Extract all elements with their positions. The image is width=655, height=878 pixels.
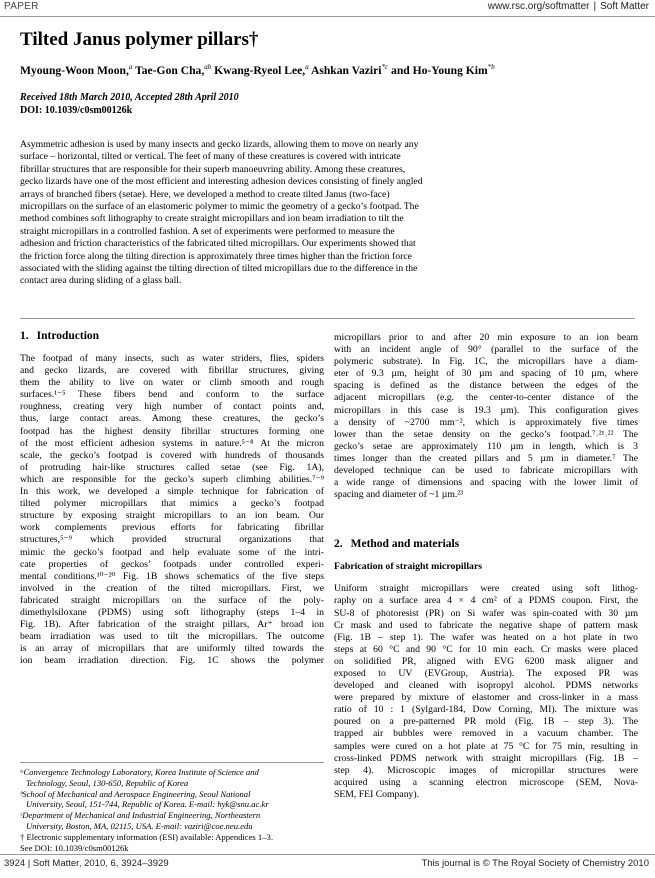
text-line: footpad has the highest density fibrillar structures forming one bbox=[20, 425, 324, 437]
footnote-line: ᵇSchool of Mechanical and Aerospace Engineering, Seoul National bbox=[20, 788, 251, 799]
author-affiliation-mark: *c bbox=[381, 63, 389, 71]
text-line: straight micropillars in a controlled fashion. A set of experiments were performed to measure the bbox=[20, 225, 395, 237]
footnotes bbox=[20, 767, 324, 853]
text-line: micropillars prior to and after 20 min exposure to an ion beam bbox=[334, 332, 638, 343]
text-line: adjacent micropillars (e.g. the center-to-center distance of the bbox=[334, 392, 638, 404]
text-line: associated with the sliding against the tilting direction of tilted micropillars due to the difference in the bbox=[20, 263, 418, 275]
text-line: the friction force along the tilting direction is approximately three times higher than the friction force bbox=[20, 250, 412, 262]
text-line: spacing and diameter of ~1 µm.²³ bbox=[334, 489, 464, 501]
methods-text bbox=[334, 583, 638, 801]
footer-divider bbox=[0, 854, 655, 855]
text-line: Uniform straight micropillars were created using soft lithog- bbox=[334, 583, 638, 595]
text-line: SU-8 of photoresist (PR) on Si wafer was spin-coated with 30 µm bbox=[334, 607, 638, 619]
footnote-line: † Electronic supplementary information (ESI) available: Appendices 1–3. bbox=[20, 831, 273, 842]
text-line: developed and cleaned with isopropyl alcohol. PDMS networks bbox=[334, 680, 638, 692]
journal-name: Soft Matter bbox=[600, 1, 649, 12]
text-line: fibrillar structures that are responsible for their superb manoeuvring ability. Among these creatures, bbox=[20, 163, 406, 175]
text-line: surface – horizontal, tilted or vertical. The feet of many of these creatures is covered with intricate bbox=[20, 151, 401, 163]
author-name: Ashkan Vaziri bbox=[310, 63, 382, 77]
text-line: samples were cured on a hot plate at 75 °C for 75 min, resulting in bbox=[334, 740, 638, 752]
running-header bbox=[0, 0, 655, 17]
footnote-divider bbox=[20, 762, 324, 763]
section-number: 1. bbox=[20, 330, 29, 342]
journal-info: www.rsc.org/softmatter | Soft Matter bbox=[487, 1, 649, 12]
text-line: micropillars in this case is 19.3 µm). This configuration gives bbox=[334, 404, 638, 416]
text-line: contact area during sliding of a glass ball. bbox=[20, 275, 182, 287]
footnote-line: University, Seoul, 151-744, Republic of Korea. E-mail: hyk@snu.ac.kr bbox=[26, 799, 269, 810]
article-title: Tilted Janus polymer pillars† bbox=[20, 29, 259, 50]
text-line: cate properties of geckos’ footpads under controlled experi- bbox=[20, 558, 324, 570]
text-line: scale, the gecko’s footpad is covered with hundreds of thousands bbox=[20, 449, 324, 461]
author-name: and Ho-Young Kim bbox=[391, 63, 488, 77]
author-list bbox=[20, 63, 495, 77]
introduction-continued bbox=[334, 332, 638, 501]
article-doi: DOI: 10.1039/c0sm00126k bbox=[20, 105, 133, 116]
text-line: Asymmetric adhesion is used by many insects and gecko lizards, allowing them to move on nearly any bbox=[20, 139, 419, 150]
text-line: SEM, FEI Company). bbox=[334, 788, 420, 800]
text-line: polymeric substrate). In Fig. 1C, the micropillars have a diam- bbox=[334, 356, 638, 368]
text-line: of protruding hair-like structures called setae (see Fig. 1A), bbox=[20, 461, 324, 473]
text-line: beam irradiation was used to tilt the micropillars. The outcome bbox=[20, 631, 324, 643]
right-column bbox=[334, 332, 638, 801]
text-line: adhesion and friction characteristics of the fabricated tilted micropillars. Our experiments showed that bbox=[20, 238, 416, 250]
text-line: Cr mask and used to fabricate the negative shape of pattern mask bbox=[334, 619, 638, 631]
text-line: developed technique can be used to fabricate micropillars with bbox=[334, 465, 638, 477]
abstract-divider bbox=[20, 318, 635, 319]
text-line: and gecko lizards, are covered with fibrillar structures, giving bbox=[20, 365, 324, 377]
text-line: is an array of micropillars that are uniformly tilted towards the bbox=[20, 643, 324, 655]
journal-url[interactable]: www.rsc.org/softmatter bbox=[487, 1, 590, 12]
text-line: lower than the setae density on the gecko’s footpad.⁷˒²¹˒²² The bbox=[334, 428, 638, 440]
author-affiliation-mark: a bbox=[128, 63, 133, 71]
text-line: surfaces.¹⁻⁵ These fibers bend and conform to the surface bbox=[20, 389, 324, 401]
section-heading-introduction bbox=[20, 330, 324, 342]
author-name: Kwang-Ryeol Lee, bbox=[214, 63, 306, 77]
author-affiliation-mark: *b bbox=[487, 63, 495, 71]
section-label: PAPER bbox=[4, 1, 39, 12]
footnote-line: ᶜDepartment of Mechanical and Industrial Engineering, Northeastern bbox=[20, 810, 261, 821]
text-line: were prepared by mixture of elastomer and cross-linker in a mass bbox=[334, 692, 638, 704]
text-line: trapped air bubbles were removed in a vacuum chamber. The bbox=[334, 728, 638, 740]
page-citation: 3924 | Soft Matter, 2010, 6, 3924–3929 bbox=[4, 858, 169, 869]
text-line: them the ability to live on water or climb smooth and rough bbox=[20, 377, 324, 389]
text-line: (Fig. 1B – step 1). The wafer was heated on a hot plate in two bbox=[334, 631, 638, 643]
text-line: mental conditions.¹⁰⁻²⁰ Fig. 1B shows schematics of the five steps bbox=[20, 570, 324, 582]
text-line: gecko lizards have one of the most efficient and interesting adhesion devices consisting of finely angled bbox=[20, 176, 423, 188]
text-line: exposed to UV (EVGroup, Austria). The exposed PR was bbox=[334, 667, 638, 679]
text-line: ratio of 10 : 1 (Sylgard-184, Dow Corning, MI). The mixture was bbox=[334, 704, 638, 716]
text-line: structure by exposing straight micropillars to an ion beam. Our bbox=[20, 510, 324, 522]
received-dates: Received 18th March 2010, Accepted 28th April 2010 bbox=[20, 92, 239, 103]
footnote-line: Technology, Seoul, 130-650, Republic of Korea bbox=[26, 777, 189, 788]
author-affiliation-mark: ab bbox=[204, 63, 212, 71]
header-divider bbox=[0, 16, 655, 17]
footnote-line: University, Boston, MA, 02115, USA. E-mail: vaziri@coe.neu.edu bbox=[26, 820, 253, 831]
text-line: work complements previous efforts for fabricating fibrillar bbox=[20, 522, 324, 534]
text-line: which are responsible for the gecko’s superb climbing abilities.⁷⁻⁹ bbox=[20, 473, 324, 485]
text-line: arrays of branched fibers (setae). Here, we developed a method to create tilted Janus (two-face) bbox=[20, 188, 390, 200]
text-line: eter of 9.3 µm, height of 30 µm and spacing of 10 µm, where bbox=[334, 368, 638, 380]
text-line: acquired using a scanning electron microscope (SEM, Nova- bbox=[334, 776, 638, 788]
text-line: Fig. 1B). After fabrication of the straight pillars, Ar⁺ broad ion bbox=[20, 619, 324, 631]
author-name: Tae-Gon Cha, bbox=[135, 63, 205, 77]
text-line: thus, large contact areas. Among these creatures, the gecko’s bbox=[20, 413, 324, 425]
text-line: In this work, we developed a simple technique for fabrication of bbox=[20, 486, 324, 498]
text-line: poured on a pre-patterned PR mold (Fig. 1B – step 3). The bbox=[334, 716, 638, 728]
text-line: a density of ~2700 mm⁻², which is approximately five times bbox=[334, 416, 638, 428]
text-line: tilted polymer micropillars that mimics a gecko’s footpad bbox=[20, 498, 324, 510]
text-line: with an incident angle of 90° (parallel to the surface of the bbox=[334, 344, 638, 356]
section-title: Introduction bbox=[36, 330, 100, 342]
subsection-heading: Fabrication of straight micropillars bbox=[334, 561, 483, 573]
left-column bbox=[20, 330, 324, 667]
text-line: The footpad of many insects, such as water striders, flies, spiders bbox=[20, 353, 324, 364]
text-line: of the most efficient adhesion systems in nature.⁵⁻⁸ At the micron bbox=[20, 437, 324, 449]
section-title: Method and materials bbox=[350, 538, 460, 551]
text-line: spacing is defined as the distance between the edges of the bbox=[334, 380, 638, 392]
text-line: cross-linked PDMS network with straight micropillars (Fig. 1B – bbox=[334, 752, 638, 764]
text-line: ion beam irradiation direction. Fig. 1C shows the polymer bbox=[20, 655, 324, 667]
text-line: micropillars on the surface of an elastomeric polymer to mimic the geometry of a gecko’s footpad. The bbox=[20, 201, 419, 213]
text-line: method combines soft lithography to create straight micropillars and ion beam irradiation to tilt the bbox=[20, 213, 404, 225]
text-line: gecko’s setae are approximately 110 µm in length, which is 3 bbox=[334, 440, 638, 452]
text-line: a wide range of dimensions and spacing with the lower limit of bbox=[334, 477, 638, 489]
introduction-text bbox=[20, 353, 324, 667]
section-number: 2. bbox=[334, 538, 343, 551]
text-line: times longer than the created pillars and 5 µm in diameter.⁷ The bbox=[334, 452, 638, 464]
footnote-line: ᵃConvergence Technology Laboratory, Korea Institute of Science and bbox=[20, 767, 259, 777]
abstract bbox=[20, 139, 632, 288]
text-line: mimic the gecko’s footpad and help evaluate some of the intri- bbox=[20, 546, 324, 558]
text-line: raphy on a surface area 4 × 4 cm² of a PDMS coupon. First, the bbox=[334, 595, 638, 607]
copyright-notice: This journal is © The Royal Society of Chemistry 2010 bbox=[421, 858, 649, 869]
text-line: dimethylsiloxane (PDMS) using soft lithography (steps 1–4 in bbox=[20, 606, 324, 618]
text-line: step 4). Microscopic images of micropillar structures were bbox=[334, 764, 638, 776]
text-line: roughness, creating very high number of contact points and, bbox=[20, 401, 324, 413]
author-affiliation-mark: a bbox=[305, 63, 309, 71]
section-heading-methods bbox=[334, 538, 638, 550]
footnote-line: See DOI: 10.1039/c0sm00126k bbox=[20, 842, 129, 853]
text-line: fabricated straight micropillars on the surface of the poly- bbox=[20, 594, 324, 606]
text-line: structures,⁵⁻⁹ which provided structural organizations that bbox=[20, 534, 324, 546]
text-line: on solidified PR, aligned with EVG 6200 mask aligner and bbox=[334, 655, 638, 667]
text-line: involved in the creation of the tilted micropillars. First, we bbox=[20, 582, 324, 594]
author-name: Myoung-Woon Moon, bbox=[20, 63, 129, 77]
text-line: steps at 60 °C and 90 °C for 10 min each. Cr masks were placed bbox=[334, 643, 638, 655]
